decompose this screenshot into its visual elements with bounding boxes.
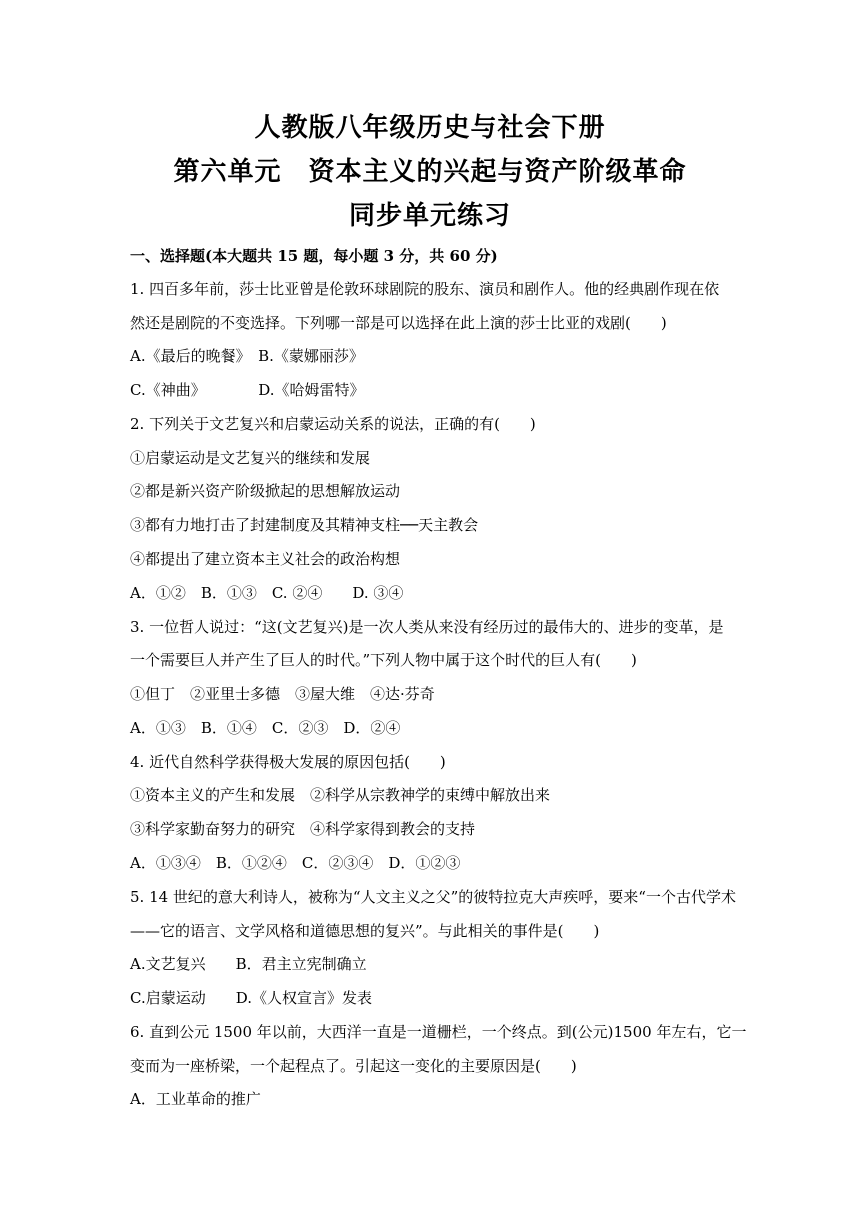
document-title: 人教版八年级历史与社会下册 — [254, 113, 606, 143]
statement-line: ①资本主义的产生和发展 ②科学从宗教神学的束缚中解放出来 — [130, 786, 551, 804]
statement-line: ①但丁 ②亚里士多德 ③屋大维 ④达·芬奇 — [130, 685, 435, 703]
statement-line: ①启蒙运动是文艺复兴的继续和发展 — [130, 449, 371, 467]
statement-line: ④都提出了建立资本主义社会的政治构想 — [130, 550, 401, 568]
document-subtitle: 第六单元 资本主义的兴起与资产阶级革命 — [173, 157, 687, 187]
document-subtitle-2: 同步单元练习 — [348, 201, 511, 231]
question-line: ——它的语言、文学风格和道德思想的复兴”。与此相关的事件是( ) — [130, 922, 600, 940]
question-line: 然还是剧院的不变选择。下列哪一部是可以选择在此上演的莎士比亚的戏剧( ) — [130, 314, 667, 332]
question-line: 4. 近代自然科学获得极大发展的原因包括( ) — [130, 753, 446, 771]
option-line: A．工业革命的推广 — [130, 1090, 261, 1108]
statement-line: ③科学家勤奋努力的研究 ④科学家得到教会的支持 — [130, 820, 476, 838]
question-line: 变而为一座桥梁，一个起程点了。引起这一变化的主要原因是( ) — [130, 1057, 577, 1075]
statement-line: ②都是新兴资产阶级掀起的思想解放运动 — [130, 482, 401, 500]
option-line: A．①② B．①③ C. ②④ D. ③④ — [130, 584, 404, 602]
question-line: 6. 直到公元 1500 年以前，大西洋一直是一道栅栏，一个终点。到(公元)1500 年左右，它一 — [130, 1023, 747, 1041]
option-line: C.启蒙运动 D.《人权宣言》发表 — [130, 989, 372, 1007]
question-line: 2. 下列关于文艺复兴和启蒙运动关系的说法，正确的有( ) — [130, 415, 536, 433]
statement-line: ③都有力地打击了封建制度及其精神支柱──天主教会 — [130, 516, 479, 534]
option-line: A．①③ B．①④ C．②③ D．②④ — [130, 719, 401, 737]
option-line: A.《最后的晚餐》 B.《蒙娜丽莎》 — [130, 347, 364, 365]
option-line: A．①③④ B．①②④ C．②③④ D．①②③ — [130, 854, 461, 872]
option-line: A.文艺复兴 B．君主立宪制确立 — [130, 955, 367, 973]
section-heading: 一、选择题(本大题共 15 题，每小题 3 分，共 60 分) — [130, 247, 498, 265]
question-line: 1. 四百多年前，莎士比亚曾是伦敦环球剧院的股东、演员和剧作人。他的经典剧作现在依 — [130, 280, 720, 298]
question-line: 一个需要巨人并产生了巨人的时代。”下列人物中属于这个时代的巨人有( ) — [130, 651, 637, 669]
option-line: C.《神曲》 D.《哈姆雷特》 — [130, 381, 365, 399]
question-line: 5. 14 世纪的意大利诗人，被称为“人文主义之父”的彼特拉克大声疾呼，要来“一个古代学术 — [130, 888, 736, 906]
question-line: 3. 一位哲人说过：“这(文艺复兴)是一次人类从来没有经历过的最伟大的、进步的变革，是 — [130, 618, 724, 636]
